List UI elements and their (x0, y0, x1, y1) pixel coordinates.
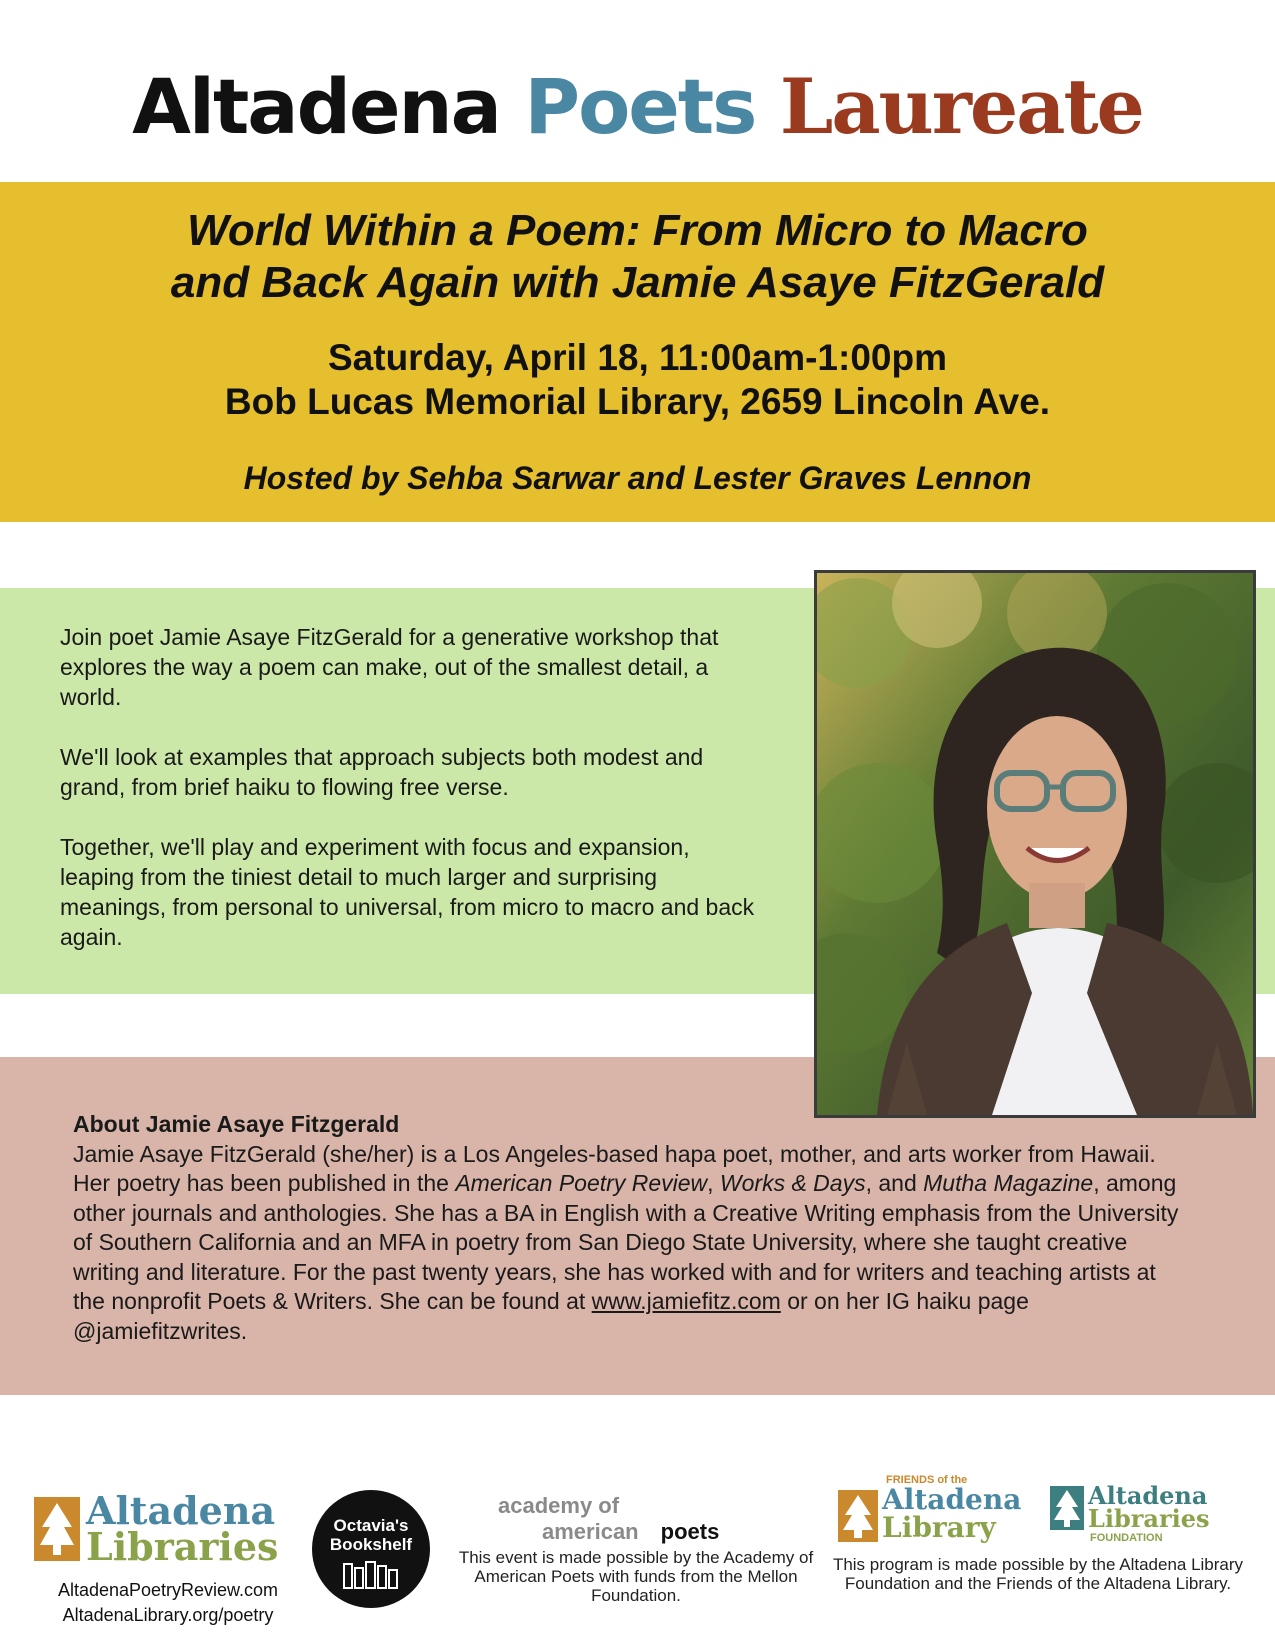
description-paragraph: Together, we'll play and experiment with focus and expansion, leaping from the tiniest detail to much larger and surprising meanings, from personal to universal, from micro to macro and back again. (60, 834, 755, 950)
journal-title: American Poetry Review (455, 1170, 708, 1196)
page-title (0, 62, 1275, 152)
title-poets: Poets (524, 62, 756, 151)
logo-top: FRIENDS of the (886, 1474, 968, 1486)
altadena-libraries-logo (30, 1489, 290, 1575)
title-altadena: Altadena (132, 62, 500, 151)
event-title-line2: and Back Again with Jamie Asaye FitzGerald (170, 258, 1105, 307)
logo-line2: Bookshelf (329, 1535, 413, 1554)
logo-line2: Libraries (86, 1524, 279, 1569)
event-location: Bob Lucas Memorial Library, 2659 Lincoln Ave. (224, 381, 1051, 422)
bio-text: Jamie Asaye FitzGerald (she/her) is a Los Angeles-based hapa poet, mother, and arts worker from Hawaii. Her poetry has been published in the American Poetry Review, Works & Days, and Mutha Magazine, among other journals and anthologies. She has a BA in English with a Creative Writing emphasis from the University of Southern California and an MFA in poetry from San Diego State University, where she taught creative writing and literature. For the past twenty years, she has worked with and for writers and teaching artists at the nonprofit Poets & Writers. She can be found at www.jamiefitz.com or on her IG haiku page @jamiefitzwrites. (73, 1140, 1179, 1344)
logo-line2: american (542, 1519, 639, 1544)
tree-icon (34, 1497, 80, 1561)
about-heading: About Jamie Asaye Fitzgerald (73, 1111, 400, 1137)
octavias-bookshelf-logo (312, 1490, 430, 1608)
logo-line2: Libraries (1088, 1504, 1210, 1533)
event-title-line1: World Within a Poem: From Micro to Macro (187, 206, 1088, 255)
description-paragraph: Join poet Jamie Asaye FitzGerald for a generative workshop that explores the way a poem can make, out of the smallest detail, a world. (60, 624, 719, 710)
logo-line1: academy of (498, 1493, 620, 1518)
url-link[interactable]: AltadenaLibrary.org/poetry (62, 1605, 274, 1625)
workshop-description (60, 622, 760, 982)
logo-line3: FOUNDATION (1090, 1532, 1163, 1544)
event-details (0, 336, 1275, 424)
description-paragraph: We'll look at examples that approach subjects both modest and grand, from brief haiku to flowing free verse. (60, 744, 704, 800)
journal-title: Mutha Magazine (923, 1170, 1094, 1196)
logo-line1: Altadena (882, 1483, 1022, 1516)
friends-of-altadena-library-logo (838, 1474, 1028, 1550)
logo-line1: Octavia's (333, 1516, 409, 1535)
journal-title: Works & Days (719, 1170, 866, 1196)
event-hosts: Hosted by Sehba Sarwar and Lester Graves Lennon (243, 460, 1032, 496)
altadena-libraries-foundation-logo (1050, 1481, 1250, 1550)
about-section (73, 1110, 1183, 1346)
title-laureate: Laureate (779, 62, 1143, 151)
academy-of-american-poets-logo (498, 1493, 778, 1545)
logo-line2: Library (882, 1511, 996, 1544)
friends-sponsor-note: This program is made possible by the Altadena Library Foundation and the Friends of the Altadena Library. (832, 1555, 1244, 1593)
event-title (0, 205, 1275, 309)
academy-sponsor-note: This event is made possible by the Academy of American Poets with funds from the Mellon Foundation. (458, 1548, 814, 1605)
poet-portrait-photo (814, 570, 1256, 1118)
url-link[interactable]: AltadenaPoetryReview.com (57, 1580, 279, 1600)
books-icon (342, 1560, 400, 1590)
website-link[interactable]: www.jamiefitz.com (591, 1288, 781, 1314)
tree-icon (1050, 1486, 1084, 1530)
event-date-time: Saturday, April 18, 11:00am-1:00pm (328, 337, 947, 378)
tree-icon (838, 1490, 878, 1542)
logo-line2-poets: poets (660, 1519, 720, 1544)
logo-line1: Altadena (86, 1488, 276, 1533)
poetry-urls (18, 1578, 318, 1628)
logo-line1: Altadena (1088, 1481, 1208, 1510)
